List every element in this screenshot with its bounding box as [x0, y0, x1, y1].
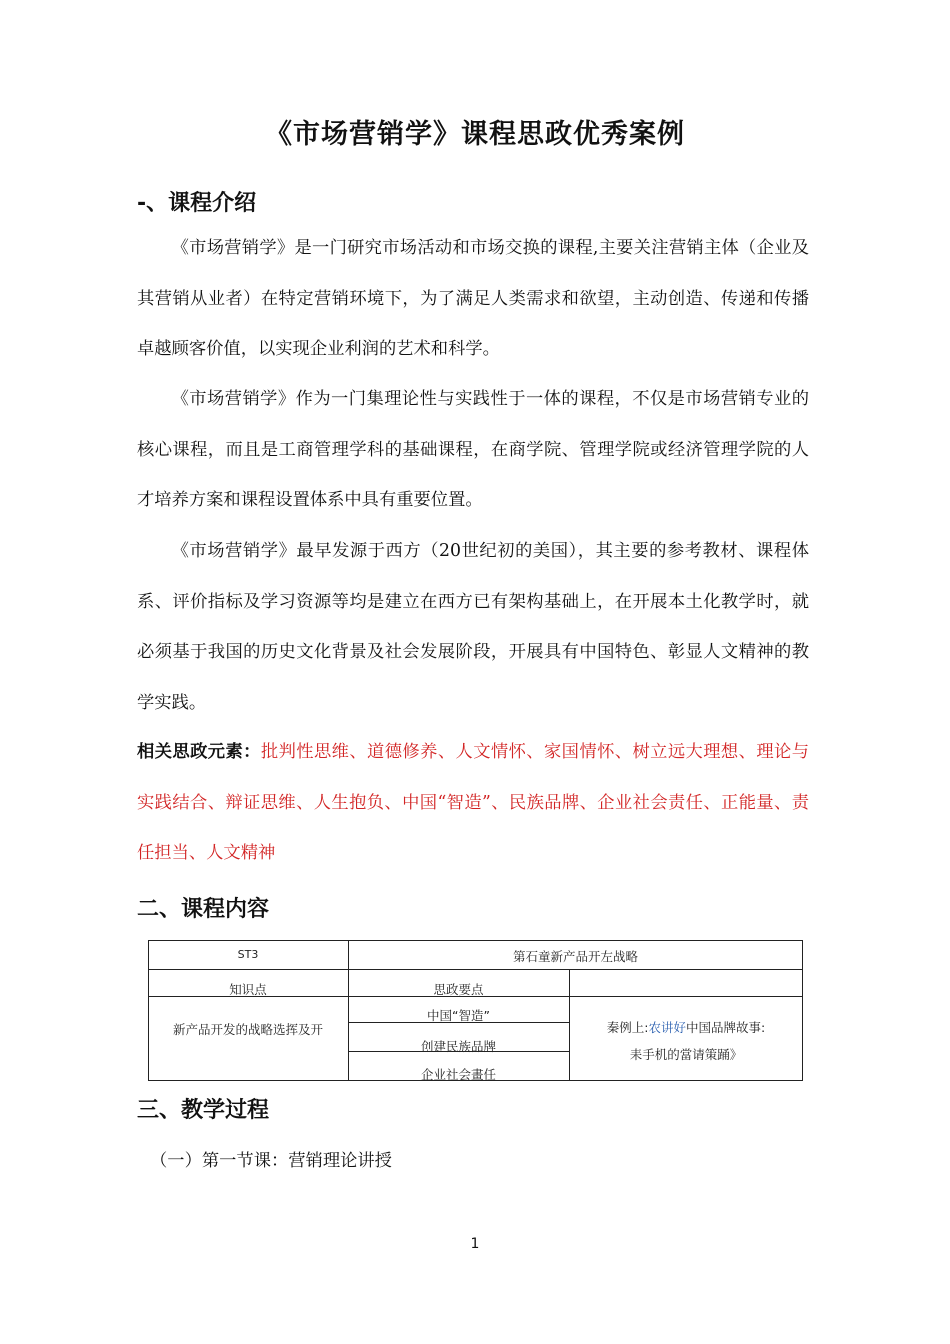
point-item: 中国“智造”	[427, 1008, 490, 1023]
ideological-elements-list: 批判性思维、道德修养、人文情怀、家国情怀、树立远大理想、理论与实践结合、辩证思维、人生抱负、中国“智造”、民族品牌、企业社会责任、正能量、责任担当、人文精神	[137, 742, 809, 863]
section-heading-content: 二、课程内容	[137, 897, 270, 922]
column-header-knowledge: 知识点	[229, 982, 267, 997]
intro-paragraph-1: 《市场营销学》是一门研究市场活动和市场交换的课程,主要关注营销主体（企业及其营销从业者）在特定营销环境下，为了满足人类需求和欲望，主动创造、传递和传播卓越顾客价值，以实现企业利润的艺术和科学。	[137, 238, 809, 359]
case-rest: 中国品牌故事:	[686, 1020, 766, 1035]
point-item: 企业社会畫任	[420, 1067, 496, 1082]
chapter-title: 第石童新产品开左战略	[512, 949, 638, 964]
first-lesson-heading: （一）第一节课：营销理论讲授	[150, 1151, 392, 1171]
case-line-2: 耒手机的當请策踊》	[629, 1047, 743, 1062]
section-heading-process: 三、教学过程	[137, 1098, 270, 1123]
intro-paragraph-3: 《市场营销学》最早发源于西方（20世纪初的美国），其主要的参考教材、课程体系、评价指标及学习资源等均是建立在西方已有架构基础上，在开展本土化教学时，就必须基于我国的历史文化背景及社会发展阶段，开展具有中国特色、彰显人文精神的教学实践。	[137, 541, 809, 713]
knowledge-point: 新产品开发的战略选挥及开	[172, 1022, 323, 1037]
page-number: 1	[470, 1236, 480, 1252]
intro-paragraph-2: 《市场营销学》作为一门集理论性与实践性于一体的课程，不仅是市场营销专业的核心课程，而且是工商管理学科的基础课程，在商学院、管理学院或经济管理学院的人才培养方案和课程设置体系中具有重要位置。	[137, 389, 809, 510]
point-item: 创建民族品牌	[420, 1039, 496, 1054]
section-heading-intro: -、课程介绍	[137, 191, 257, 216]
case-line-1	[569, 1018, 803, 1036]
case-prefix: 秦例上:	[606, 1020, 649, 1035]
course-content-table	[148, 940, 803, 1081]
chapter-code: ST3	[237, 948, 259, 961]
document-title: 《市场营销学》课程思政优秀案例	[265, 119, 685, 150]
case-highlight: 农讲好	[648, 1020, 686, 1035]
column-header-points: 思政要点	[433, 982, 484, 997]
ideological-elements	[137, 727, 809, 879]
ideological-elements-label: 相关思政元素：	[137, 742, 261, 762]
